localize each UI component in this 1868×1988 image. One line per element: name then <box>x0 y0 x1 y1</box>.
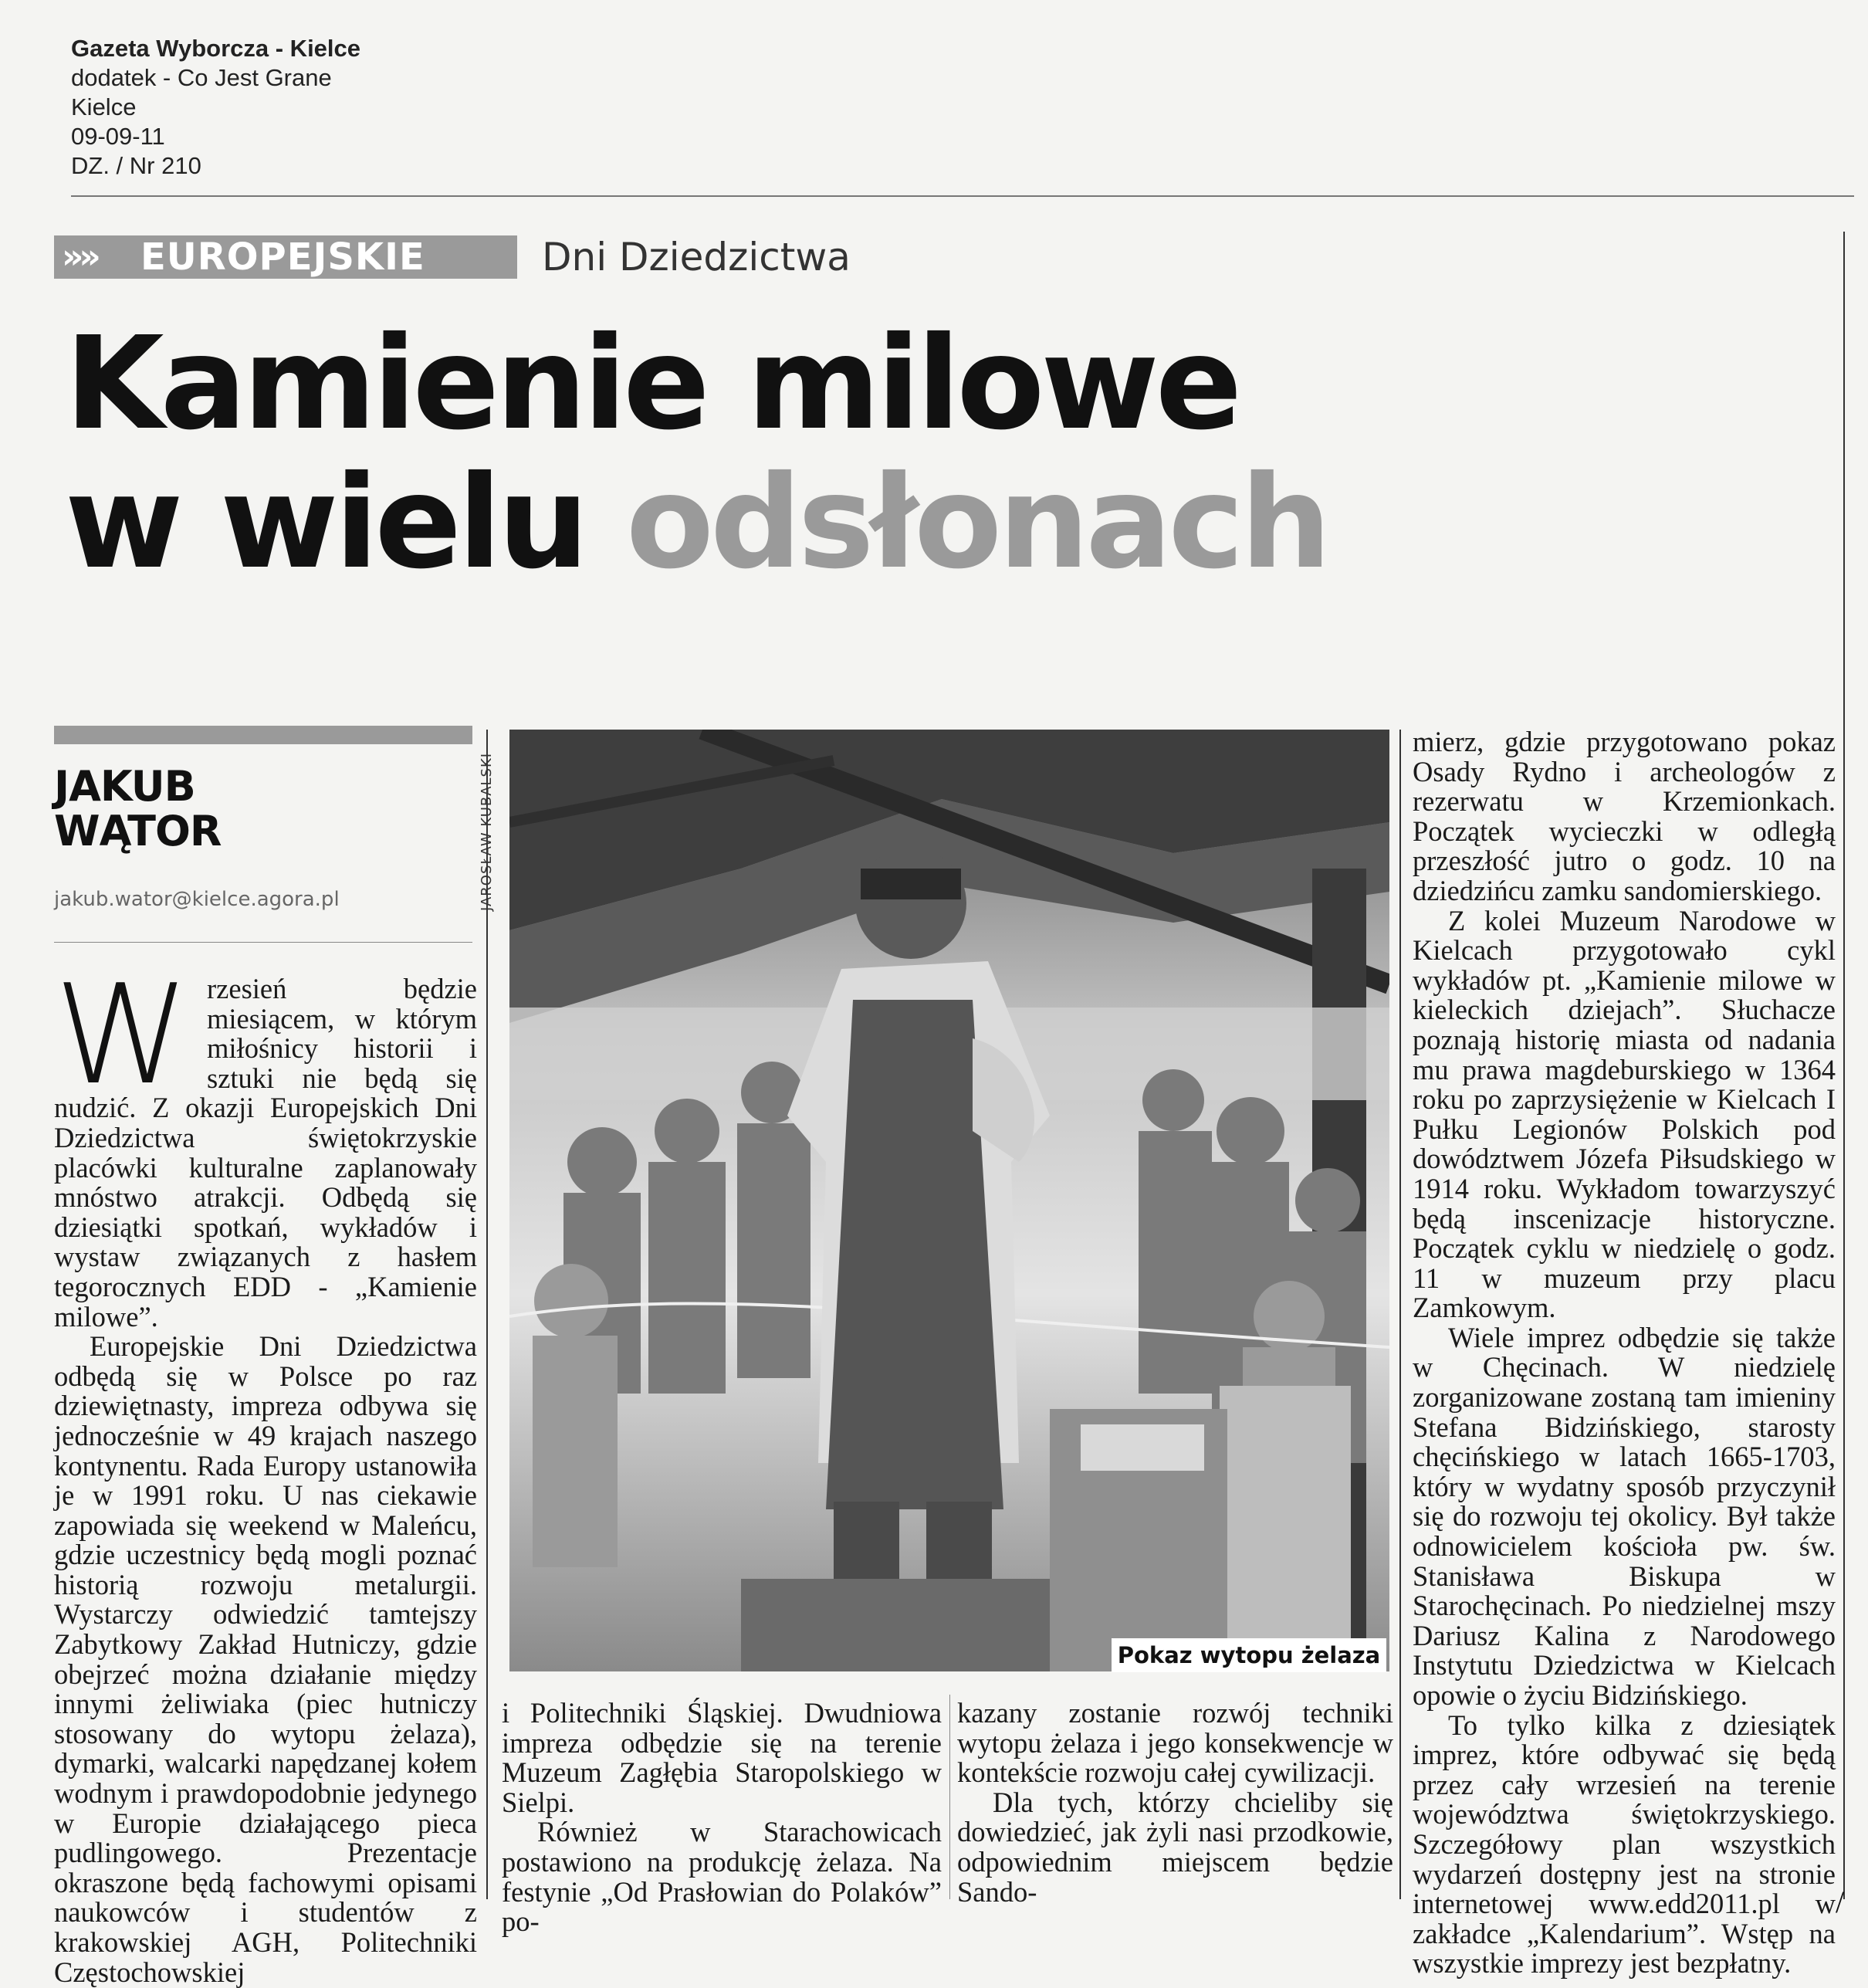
headline-line-2-main: w wielu <box>65 449 626 598</box>
page-right-border <box>1843 232 1845 1899</box>
author-last-name: WĄTOR <box>54 807 222 855</box>
section-label: EUROPEJSKIE <box>140 235 425 279</box>
blacksmith-demonstration-image <box>509 730 1389 1671</box>
article-column-4 <box>1413 727 1836 1979</box>
article-paragraph: Z kolei Muzeum Narodowe w Kielcach przygotowało cykl wykładów pt. „Kamienie milowe w kieleckich dziejach”. Słuchacze poznają historię miasta od nadania mu prawa magdeburskiego w 1364 roku po zaprzysiężenie w Kielcach I Pułku Legionów Polskich pod dowództwem Józefa Piłsudskiego w 1914 roku. Wykładom towarzyszyć będą inscenizacje historyczne. Początek cyklu w niedzielę o godz. 11 w muzeum przy placu Zamkowym. <box>1413 904 1836 1324</box>
article-paragraph: i Politechniki Śląskiej. Dwudniowa impreza odbędzie się na terenie Muzeum Zagłębia Staropolskiego w Sielpi. <box>502 1697 942 1818</box>
article-column-1 <box>54 955 477 1988</box>
photo-credit-text: JAROSŁAW KUBALSKI <box>479 752 495 911</box>
headline-line-1: Kamienie milowe <box>65 310 1239 459</box>
article-paragraph: kazany zostanie rozwój techniki wytopu żelaza i jego konsekwencje w kontekście rozwoju całej cywilizacji. <box>957 1697 1393 1789</box>
article-photo <box>509 730 1389 1671</box>
article-column-3 <box>957 1698 1393 1907</box>
byline-divider <box>54 942 472 943</box>
photo-credit <box>460 733 495 919</box>
article-column-2 <box>502 1698 942 1937</box>
publication-date: 09-09-11 <box>71 123 165 150</box>
author-email: jakub.wator@kielce.agora.pl <box>54 888 340 911</box>
headline-line-2 <box>65 449 1328 598</box>
column-divider-right <box>1399 730 1401 1899</box>
header-divider <box>71 195 1854 197</box>
author-byline <box>54 764 221 854</box>
double-chevron-right-icon: »» <box>62 237 96 276</box>
article-paragraph: Europejskie Dni Dziedzictwa odbędą się w Polsce po raz dziewiętnasty, impreza odbywa się jednocześnie w 49 krajach naszego kontynentu. Rada Europy ustanowiła je w 1991 roku. U nas ciekawie zapowiada się weekend w Maleńcu, gdzie uczestnicy będą mogli poznać historią rozwoju metalurgii. Wystarczy odwiedzić tamtejszy Zabytkowy Zakład Hutniczy, gdzie obejrzeć można działanie między innymi żeliwiaka (piec hutniczy stosowany do wytopu żelaza), dymarki, walcarki napędzanej kołem wodnym i prawdopodobnie jedynego w Europie działającego pieca pudlingowego. Prezentacje okraszone będą fachowymi opisami naukowców i studentów z krakowskiej AGH, Politechniki Częstochowskiej <box>54 1330 477 1988</box>
city-name: Kielce <box>71 93 137 120</box>
supplement-name: dodatek - Co Jest Grane <box>71 64 332 91</box>
drop-cap: W <box>54 955 191 1115</box>
issue-number: DZ. / Nr 210 <box>71 152 201 179</box>
publication-name: Gazeta Wyborcza - Kielce <box>71 35 361 62</box>
column-divider-lower <box>949 1695 950 1899</box>
clipping-metadata <box>71 34 360 181</box>
byline-bar <box>54 726 472 744</box>
photo-caption: Pokaz wytopu żelaza <box>1112 1638 1386 1672</box>
article-end-mark: / <box>1836 1885 1845 1919</box>
article-headline <box>65 310 1328 598</box>
article-paragraph: rzesień będzie miesiącem, w którym miłośnicy historii i sztuki nie będą się nudzić. Z okazji Europejskich Dni Dziedzictwa świętokrzyskie placówki kulturalne zaplanowały mnóstwo atrakcji. Odbędą się dziesiątki spotkań, wykładów i wystaw związanych z hasłem tegorocznych EDD - „Kamienie milowe”. <box>54 973 477 1333</box>
article-paragraph: Również w Starachowicach postawiono na produkcję żelaza. Na festynie „Od Prasłowian do Polaków” po- <box>502 1816 942 1938</box>
section-sublabel: Dni Dziedzictwa <box>542 235 851 279</box>
article-paragraph: mierz, gdzie przygotowano pokaz Osady Rydno i archeologów z rezerwatu w Krzemionkach. Początek wycieczki w odległą przeszłość jutro o godz. 10 na dziedzińcu zamku sandomierskiego. <box>1413 726 1836 906</box>
article-paragraph: To tylko kilka z dziesiątek imprez, które odbywać się będą przez cały wrzesień na terenie województwa świętokrzyskiego. Szczegółowy plan wszystkich wydarzeń dostępny jest na stronie internetowej www.edd2011.pl w zakładce „Kalendarium”. Wstęp na wszystkie imprezy jest bezpłatny. <box>1413 1709 1836 1980</box>
author-first-name: JAKUB <box>54 762 195 811</box>
article-paragraph: Wiele imprez odbędzie się także w Chęcinach. W niedzielę zorganizowane zostaną tam imieniny Stefana Bidzińskiego, starosty chęcińskiego w latach 1665-1703, który w wydatny sposób przyczynił się do rozwoju tej okolicy. Był także odnowicielem kościoła pw. św. Stanisława Biskupa w Starochęcinach. Po niedzielnej mszy Dariusz Kalina z Narodowego Instytutu Dziedzictwa w Kielcach opowie o życiu Bidzińskiego. <box>1413 1321 1836 1711</box>
article-paragraph: Dla tych, którzy chcieliby się dowiedzieć, jak żyli nasi przodkowie, odpowiednim miejscem będzie Sando- <box>957 1786 1393 1908</box>
headline-highlight: odsłonach <box>625 449 1328 598</box>
